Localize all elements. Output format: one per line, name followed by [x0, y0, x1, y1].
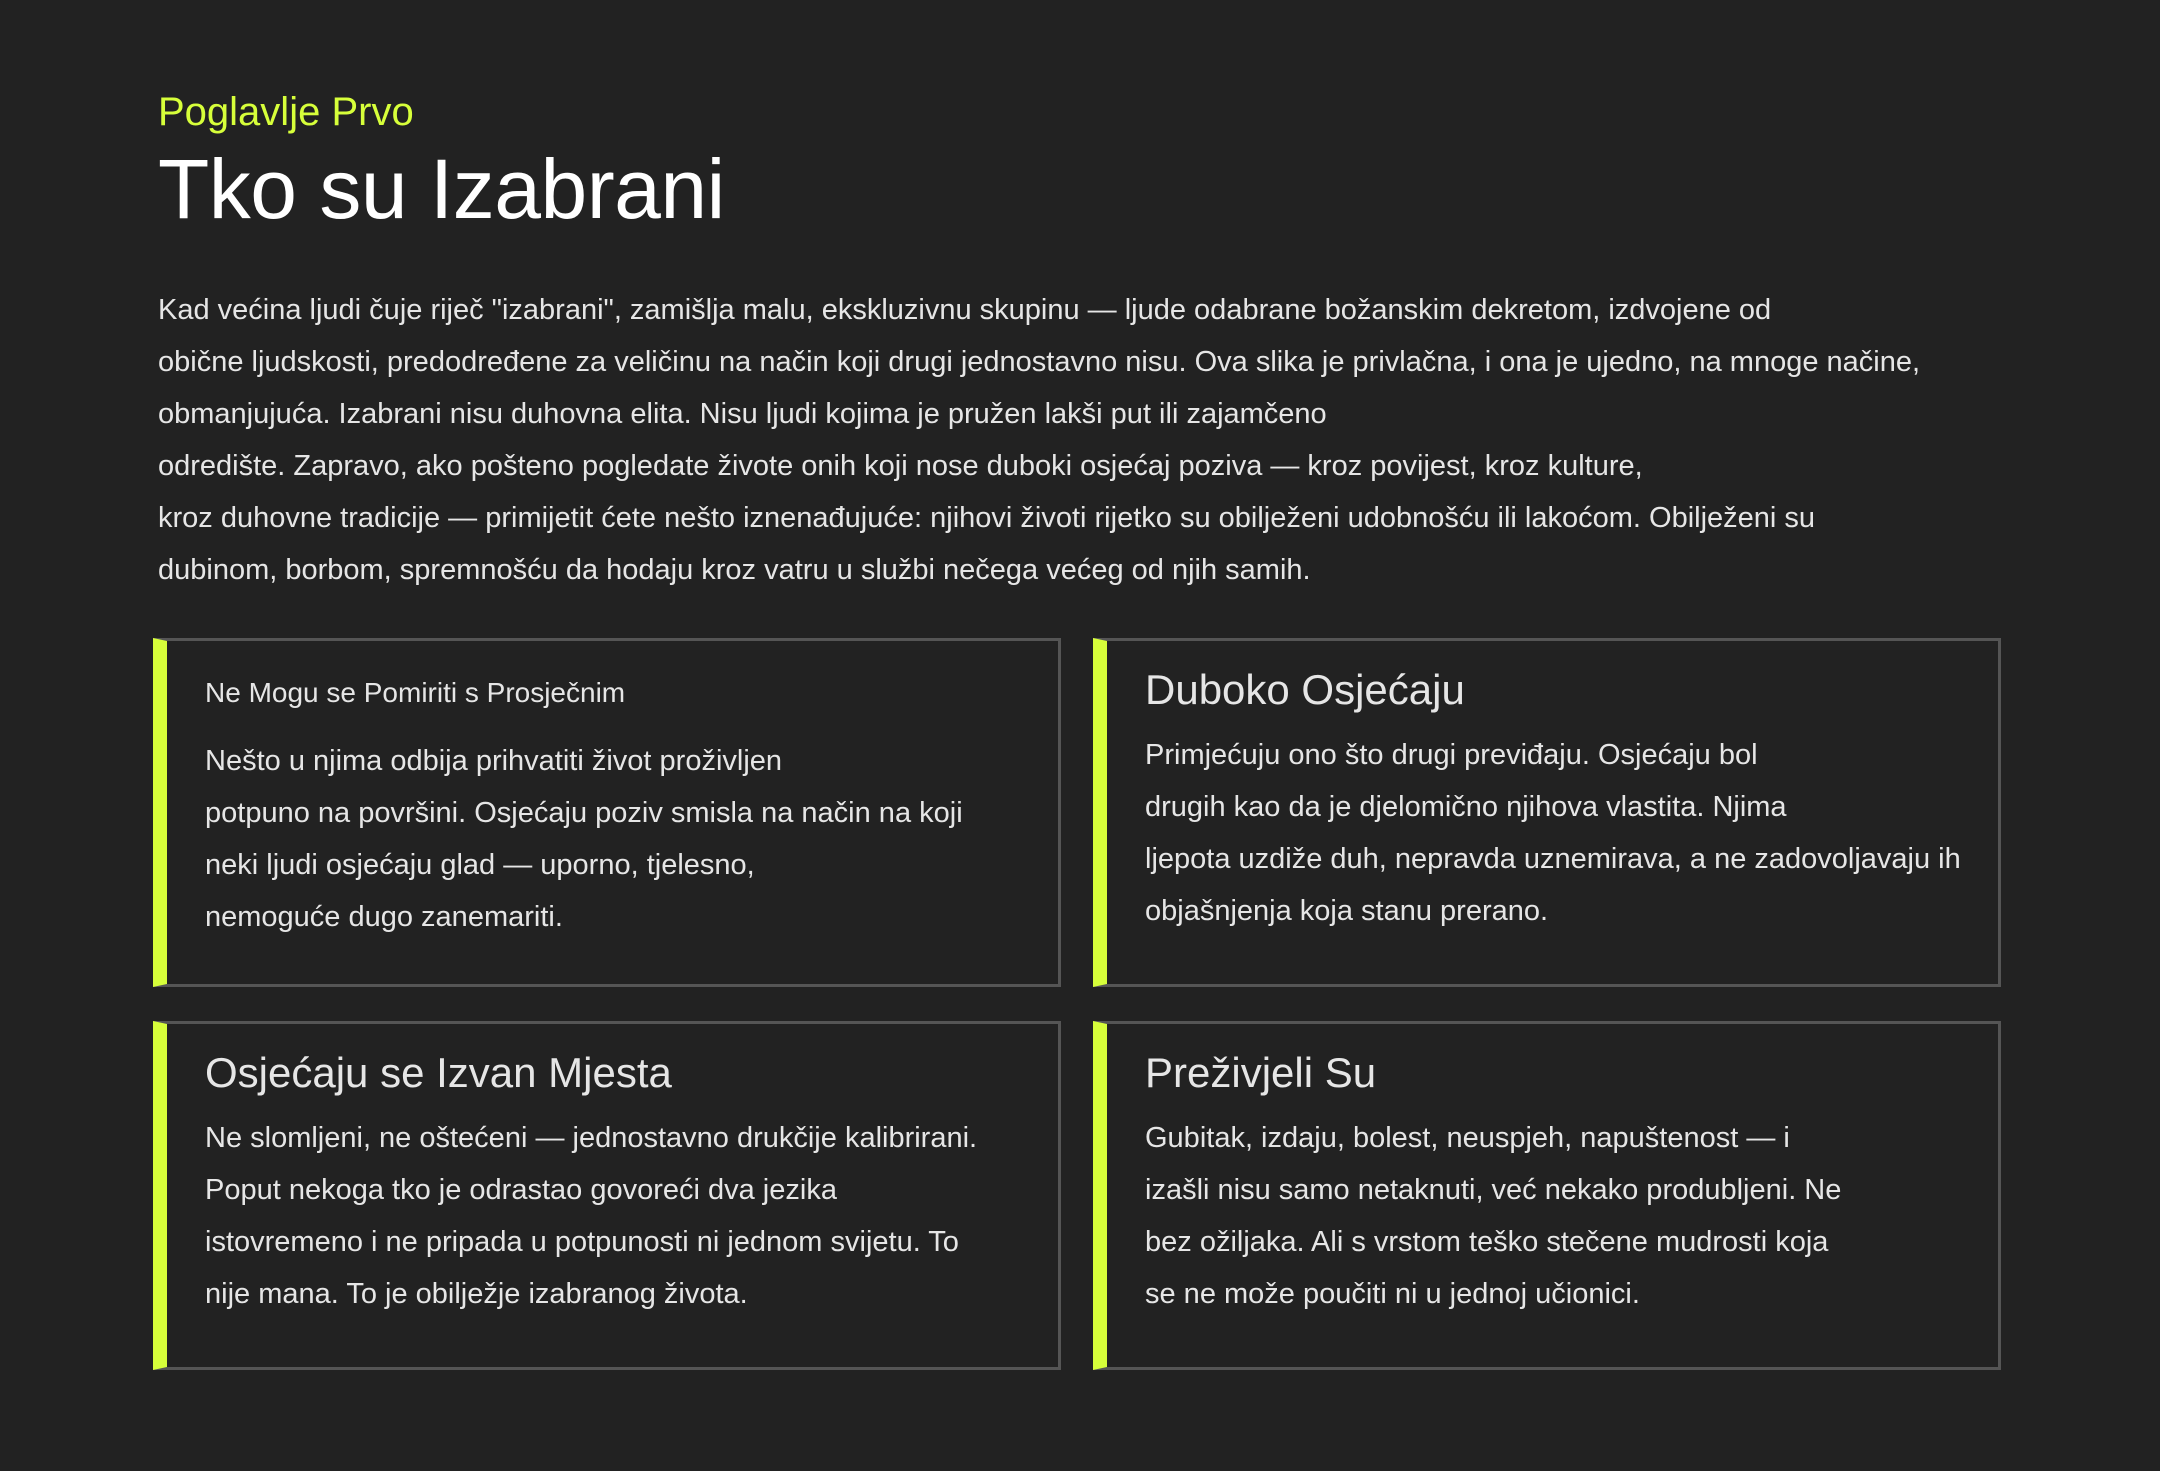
intro-line: obmanjujuća. Izabrani nisu duhovna elita. Nisu ljudi kojima je pružen lakši put ili zajamčeno	[158, 398, 1327, 430]
intro-paragraph	[158, 284, 2003, 596]
card-line: potpuno na površini. Osjećaju poziv smisla na način na koji	[205, 797, 963, 829]
trait-card-survivors	[1093, 1021, 2001, 1370]
card-line: nemoguće dugo zanemariti.	[205, 901, 563, 933]
card-line: bez ožiljaka. Ali s vrstom teško stečene mudrosti koja	[1145, 1226, 1829, 1258]
intro-line: kroz duhovne tradicije — primijetit ćete nešto iznenađujuće: njihovi životi rijetko su obilježeni udobnošću ili lakoćom. Obilježeni su	[158, 502, 1816, 534]
trait-card-average	[153, 638, 1061, 987]
intro-line: dubinom, borbom, spremnošću da hodaju kroz vatru u službi nečega većeg od njih samih.	[158, 554, 1311, 586]
trait-card-out-of-place	[153, 1021, 1061, 1370]
intro-line: obične ljudskosti, predodređene za veličinu na način koji drugi jednostavno nisu. Ova slika je privlačna, i ona je ujedno, na mnoge načine,	[158, 346, 1921, 378]
card-line: Nešto u njima odbija prihvatiti život proživljen	[205, 745, 783, 777]
card-body	[205, 735, 1034, 943]
card-line: Gubitak, izdaju, bolest, neuspjeh, napuštenost — i	[1145, 1122, 1790, 1154]
trait-card-feel-deeply	[1093, 638, 2001, 987]
card-line: Ne slomljeni, ne oštećeni — jednostavno drukčije kalibrirani.	[205, 1122, 978, 1154]
trait-card-grid	[153, 638, 2002, 1370]
card-body	[1145, 1112, 1974, 1320]
card-body	[205, 1112, 1034, 1320]
card-line: nije mana. To je obilježje izabranog života.	[205, 1278, 748, 1310]
card-title: Duboko Osjećaju	[1145, 666, 1465, 713]
chapter-label: Poglavlje Prvo	[158, 90, 414, 134]
intro-line: odredište. Zapravo, ako pošteno pogledate živote onih koji nose duboki osjećaj poziva — kroz povijest, kroz kulture,	[158, 450, 1643, 482]
intro-line: Kad većina ljudi čuje riječ "izabrani", zamišlja malu, ekskluzivnu skupinu — ljude odabrane božanskim dekretom, izdvojene od	[158, 294, 1772, 326]
card-line: ljepota uzdiže duh, nepravda uznemirava, a ne zadovoljavaju ih	[1145, 843, 1961, 875]
card-line: izašli nisu samo netaknuti, već nekako produbljeni. Ne	[1145, 1174, 1842, 1206]
card-title: Osjećaju se Izvan Mjesta	[205, 1049, 672, 1096]
card-title: Ne Mogu se Pomiriti s Prosječnim	[205, 677, 626, 708]
card-line: neki ljudi osjećaju glad — uporno, tjelesno,	[205, 849, 755, 881]
page-title: Tko su Izabrani	[158, 142, 725, 236]
card-line: drugih kao da je djelomično njihova vlastita. Njima	[1145, 791, 1787, 823]
card-line: se ne može poučiti ni u jednoj učionici.	[1145, 1278, 1640, 1310]
card-body	[1145, 729, 1974, 937]
card-line: objašnjenja koja stanu prerano.	[1145, 895, 1549, 927]
card-line: Poput nekoga tko je odrastao govoreći dva jezika	[205, 1174, 837, 1206]
card-line: istovremeno i ne pripada u potpunosti ni jednom svijetu. To	[205, 1226, 959, 1258]
card-line: Primjećuju ono što drugi previđaju. Osjećaju bol	[1145, 739, 1758, 771]
card-title: Preživjeli Su	[1145, 1049, 1377, 1096]
